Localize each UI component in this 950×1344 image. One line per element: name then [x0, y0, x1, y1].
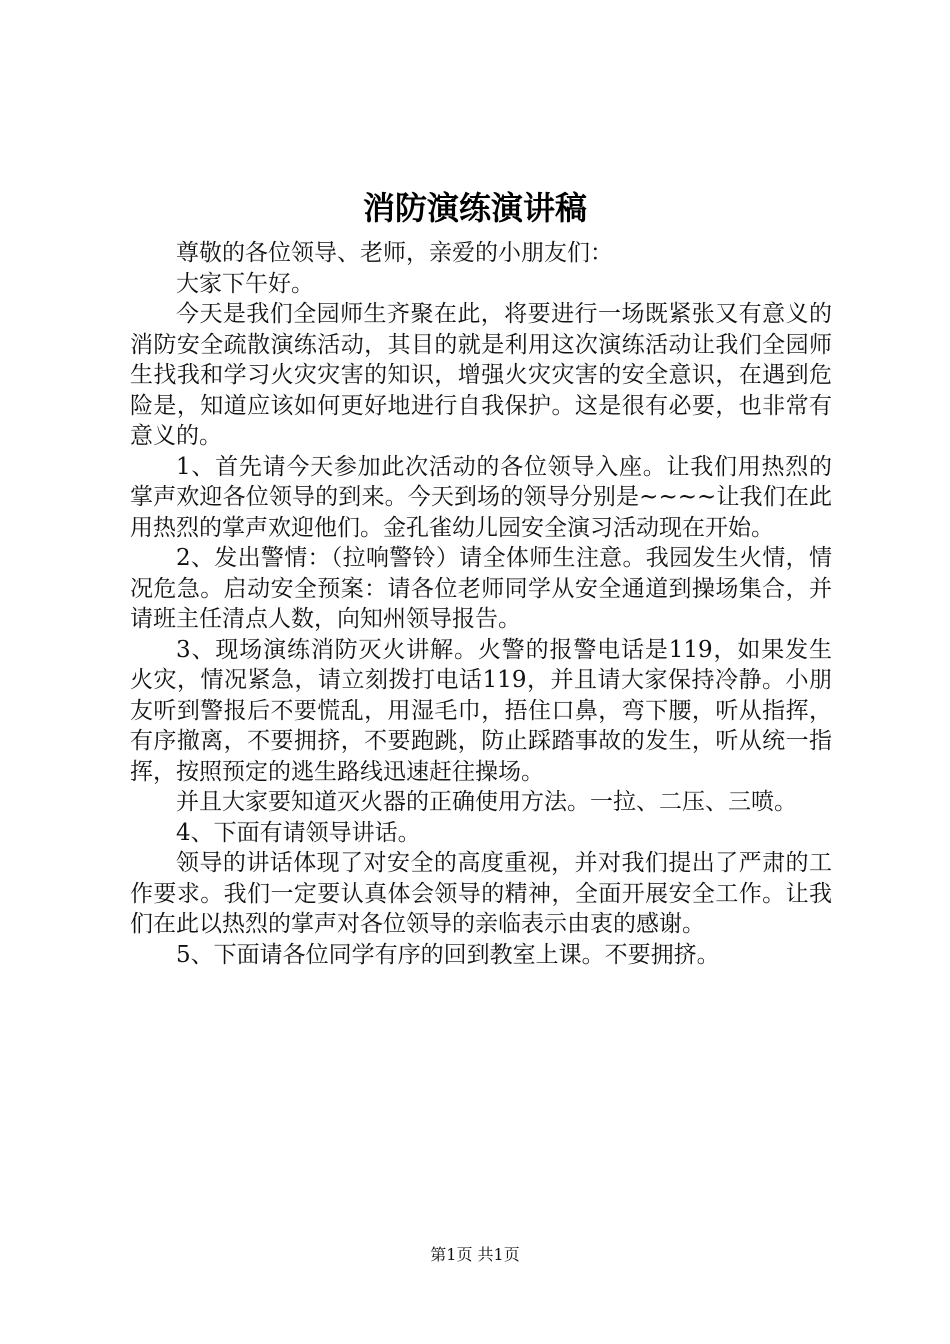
paragraph-step-3: 3、现场演练消防灭火讲解。火警的报警电话是119，如果发生火灾，情况紧急，请立刻拨打电话119，并且请大家保持冷静。小朋友听到警报后不要慌乱，用湿毛巾，捂住口鼻，弯下腰，听从指挥，有序撤离，不要拥挤，不要跑跳，防止踩踏事故的发生，听从统一指挥，按照预定的逃生路线迅速赶往操场。	[130, 636, 832, 785]
page-footer: 第1页 共1页	[430, 1245, 520, 1264]
paragraph-step-4: 4、下面有请领导讲话。	[176, 819, 421, 846]
paragraph-extinguisher: 并且大家要知道灭火器的正确使用方法。一拉、二压、三喷。	[176, 789, 797, 815]
paragraph-step-5: 5、下面请各位同学有序的回到教室上课。不要拥挤。	[176, 941, 720, 968]
paragraph-step-1: 1、首先请今天参加此次活动的各位领导入座。让我们用热烈的掌声欢迎各位领导的到来。今天到场的领导分别是~~~~让我们在此用热烈的掌声欢迎他们。金孔雀幼儿园安全演习活动现在开始。	[130, 453, 832, 541]
document-body	[130, 238, 832, 970]
paragraph-step-2: 2、发出警情：（拉响警铃）请全体师生注意。我园发生火情，情况危急。启动安全预案：请各位老师同学从安全通道到操场集合，并请班主任清点人数，向知州领导报告。	[130, 545, 832, 632]
document-title: 消防演练演讲稿	[362, 189, 587, 227]
paragraph-salutation: 尊敬的各位领导、老师，亲爱的小朋友们：	[176, 240, 613, 266]
paragraph-intro: 今天是我们全园师生齐聚在此，将要进行一场既紧张又有意义的消防安全疏散演练活动，其目的就是利用这次演练活动让我们全园师生找我和学习火灾灾害的知识，增强火灾灾害的安全意识，在遇到危险是，知道应该如何更好地进行自我保护。这是很有必要，也非常有意义的。	[130, 301, 832, 449]
paragraph-greeting: 大家下午好。	[176, 270, 314, 297]
paragraph-leader-speech: 领导的讲话体现了对安全的高度重视，并对我们提出了严肃的工作要求。我们一定要认真体会领导的精神，全面开展安全工作。让我们在此以热烈的掌声对各位领导的亲临表示由衷的感谢。	[130, 850, 832, 937]
